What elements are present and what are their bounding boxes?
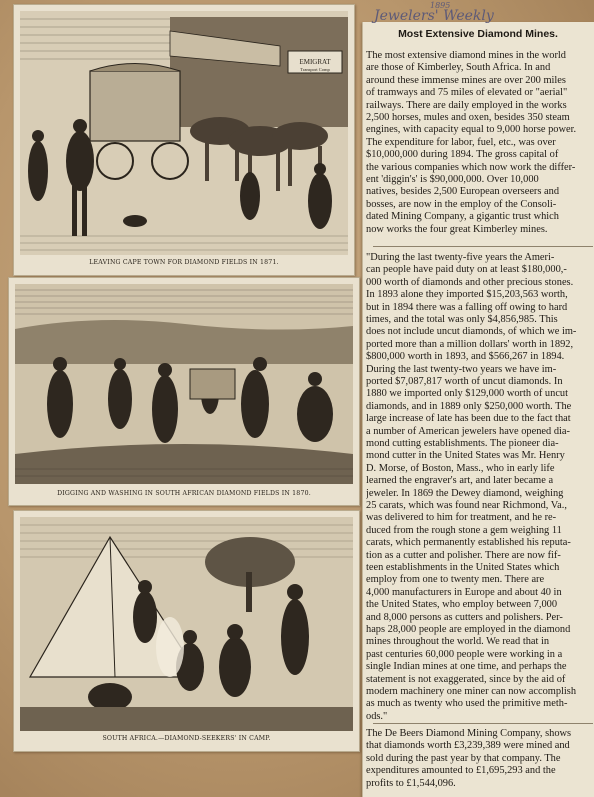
article-line: as much as twenty who used the primitive meth- bbox=[366, 698, 568, 710]
article-line: jeweler. In 1869 the Dewey diamond, weighing bbox=[366, 487, 564, 499]
article-line: employ from one to twenty men. There are bbox=[366, 574, 545, 586]
article-line: 25 carats, which was found near Richmond, Va., bbox=[366, 500, 567, 511]
engraving-camp bbox=[13, 510, 360, 752]
article-line: learned the engraver's art, and later became a bbox=[366, 475, 554, 487]
article-line: mond cutter in the United States was Mr. Henry bbox=[366, 450, 565, 462]
engraving-camp-scene-image bbox=[20, 517, 353, 731]
engraving-cape-town bbox=[13, 4, 355, 276]
article-line: sold during the past year by that company. The bbox=[366, 752, 561, 764]
article-line: ported more than a million dollars' worth in 1892, bbox=[366, 338, 574, 350]
article-line: ent 'diggin's' is $90,000,000. Over 10,000 bbox=[366, 174, 539, 185]
engraving-digging-scene-image bbox=[15, 284, 353, 484]
article-line: bosses, are now in the employ of the Consoli- bbox=[366, 198, 557, 210]
article-line: a number of American jewelers have opened dia- bbox=[366, 425, 570, 437]
article-line: the various companies which now work the differ- bbox=[366, 161, 576, 173]
article-line: of tramways and 75 miles of elevated or "aerial" bbox=[366, 87, 568, 99]
article-line: expenditures amounted to £1,695,293 and the bbox=[366, 765, 556, 777]
article-line: mond cutting establishments. The pioneer dia- bbox=[366, 438, 559, 449]
article-line: $10,000,000 during 1894. The gross capital of bbox=[366, 149, 559, 161]
article-line: natives, besides 2,500 European overseers and bbox=[366, 186, 560, 198]
article-line: 1880 we imported only $129,000 worth of uncut bbox=[366, 388, 569, 400]
article-line: and 8,000 persons as cutters and polishers. Per- bbox=[366, 611, 563, 623]
article-line: $800,000 worth in 1893, and $566,267 in 1894. bbox=[366, 351, 565, 363]
engraving-wagon-scene-image bbox=[20, 11, 348, 255]
article-line: that diamonds worth £3,239,389 were mined and bbox=[366, 740, 570, 752]
article-line: 000 worth of diamonds and other precious stones. bbox=[366, 276, 574, 288]
shop-sign-text-2: Transport Comp bbox=[300, 67, 330, 72]
article-line: mines throughout the world. We read that in bbox=[366, 636, 550, 648]
article-line: profits to £1,544,096. bbox=[366, 777, 456, 789]
article-line: During the last twenty-two years we have im- bbox=[366, 363, 557, 375]
article-title: Most Extensive Diamond Mines. bbox=[398, 28, 558, 40]
engraving-caption: LEAVING CAPE TOWN FOR DIAMOND FIELDS IN 1871. bbox=[89, 259, 279, 266]
article-line: duced from the rough stone a gem weighing 11 bbox=[366, 524, 562, 536]
article-line: can people have paid duty on at least $180,000,- bbox=[366, 264, 567, 276]
handwritten-line-2: 1895 bbox=[430, 1, 451, 10]
article-line: past centuries 60,000 people were working in a bbox=[366, 648, 563, 660]
article-line: In 1893 alone they imported $15,203,563 worth, bbox=[366, 289, 568, 301]
article-line: haps 28,000 people are employed in the diamond bbox=[366, 624, 571, 635]
article-line: engines, with capacity equal to 9,000 horse power. bbox=[366, 124, 577, 136]
article-line: railways. There are daily employed in the works bbox=[366, 99, 567, 111]
article-line: teen establishments in the United States which bbox=[366, 562, 560, 573]
article-line: "During the last twenty-five years the Ameri- bbox=[366, 252, 555, 263]
article-line: was delivered to him for treatment, and he re- bbox=[366, 512, 557, 524]
shop-sign-text: EMIGRAT bbox=[299, 58, 331, 66]
article-line: The expenditure for labor, fuel, etc., was over bbox=[366, 136, 556, 148]
article-line: carats, which permanently established his reputa- bbox=[366, 537, 571, 549]
article-clipping bbox=[362, 22, 594, 797]
article-line: D. Morse, of Boston, Mass., who in early life bbox=[366, 462, 555, 474]
article-line: dated Mining Company, a gigantic trust which bbox=[366, 211, 559, 223]
article-line: 4,000 manufacturers in Europe and about 40 in bbox=[366, 586, 562, 598]
article-line: now works the four great Kimberley mines. bbox=[366, 223, 548, 235]
article-line: ported $7,087,817 worth of uncut diamonds. In bbox=[366, 376, 563, 387]
column-separator bbox=[373, 246, 593, 247]
column-separator bbox=[373, 723, 593, 724]
article-line: modern machinery one miner can now accomplish bbox=[366, 686, 577, 697]
article-line: ods." bbox=[366, 710, 388, 722]
article-line: large increase of late has been due to the fact that bbox=[366, 413, 571, 425]
article-line: statement is not exaggerated, since by the aid of bbox=[366, 673, 566, 685]
article-line: The De Beers Diamond Mining Company, shows bbox=[366, 728, 572, 739]
article-line: the United States, who employ between 7,000 bbox=[366, 599, 558, 611]
article-line: tion as a cutter and polisher. There are now fif- bbox=[366, 549, 561, 561]
article-line: times, and the total was only $4,856,985. This bbox=[366, 314, 558, 325]
engraving-caption: SOUTH AFRICA.—DIAMOND-SEEKERS' IN CAMP. bbox=[102, 735, 271, 742]
article-line: The most extensive diamond mines in the world bbox=[366, 50, 566, 61]
article-line: are those of Kimberley, South Africa. In and bbox=[366, 62, 551, 74]
article-line: around these immense mines are over 200 miles bbox=[366, 74, 566, 86]
article-line: 2,500 horses, mules and oxen, besides 350 steam bbox=[366, 112, 570, 123]
handwritten-line-1: Jewelers' Weekly bbox=[374, 8, 494, 24]
article-line: single Indian mines at one time, and perhaps the bbox=[366, 661, 567, 673]
article-line: but in 1894 there was a falling off owing to hard bbox=[366, 301, 568, 313]
engraving-caption: DIGGING AND WASHING IN SOUTH AFRICAN DIAMOND FIELDS IN 1870. bbox=[57, 490, 311, 497]
handwritten-note bbox=[362, 2, 594, 26]
article-line: diamonds, and in 1889 only $250,000 worth. The bbox=[366, 400, 572, 412]
article-line: does not include uncut diamonds, of which we im- bbox=[366, 326, 577, 338]
engraving-digging bbox=[8, 277, 360, 506]
